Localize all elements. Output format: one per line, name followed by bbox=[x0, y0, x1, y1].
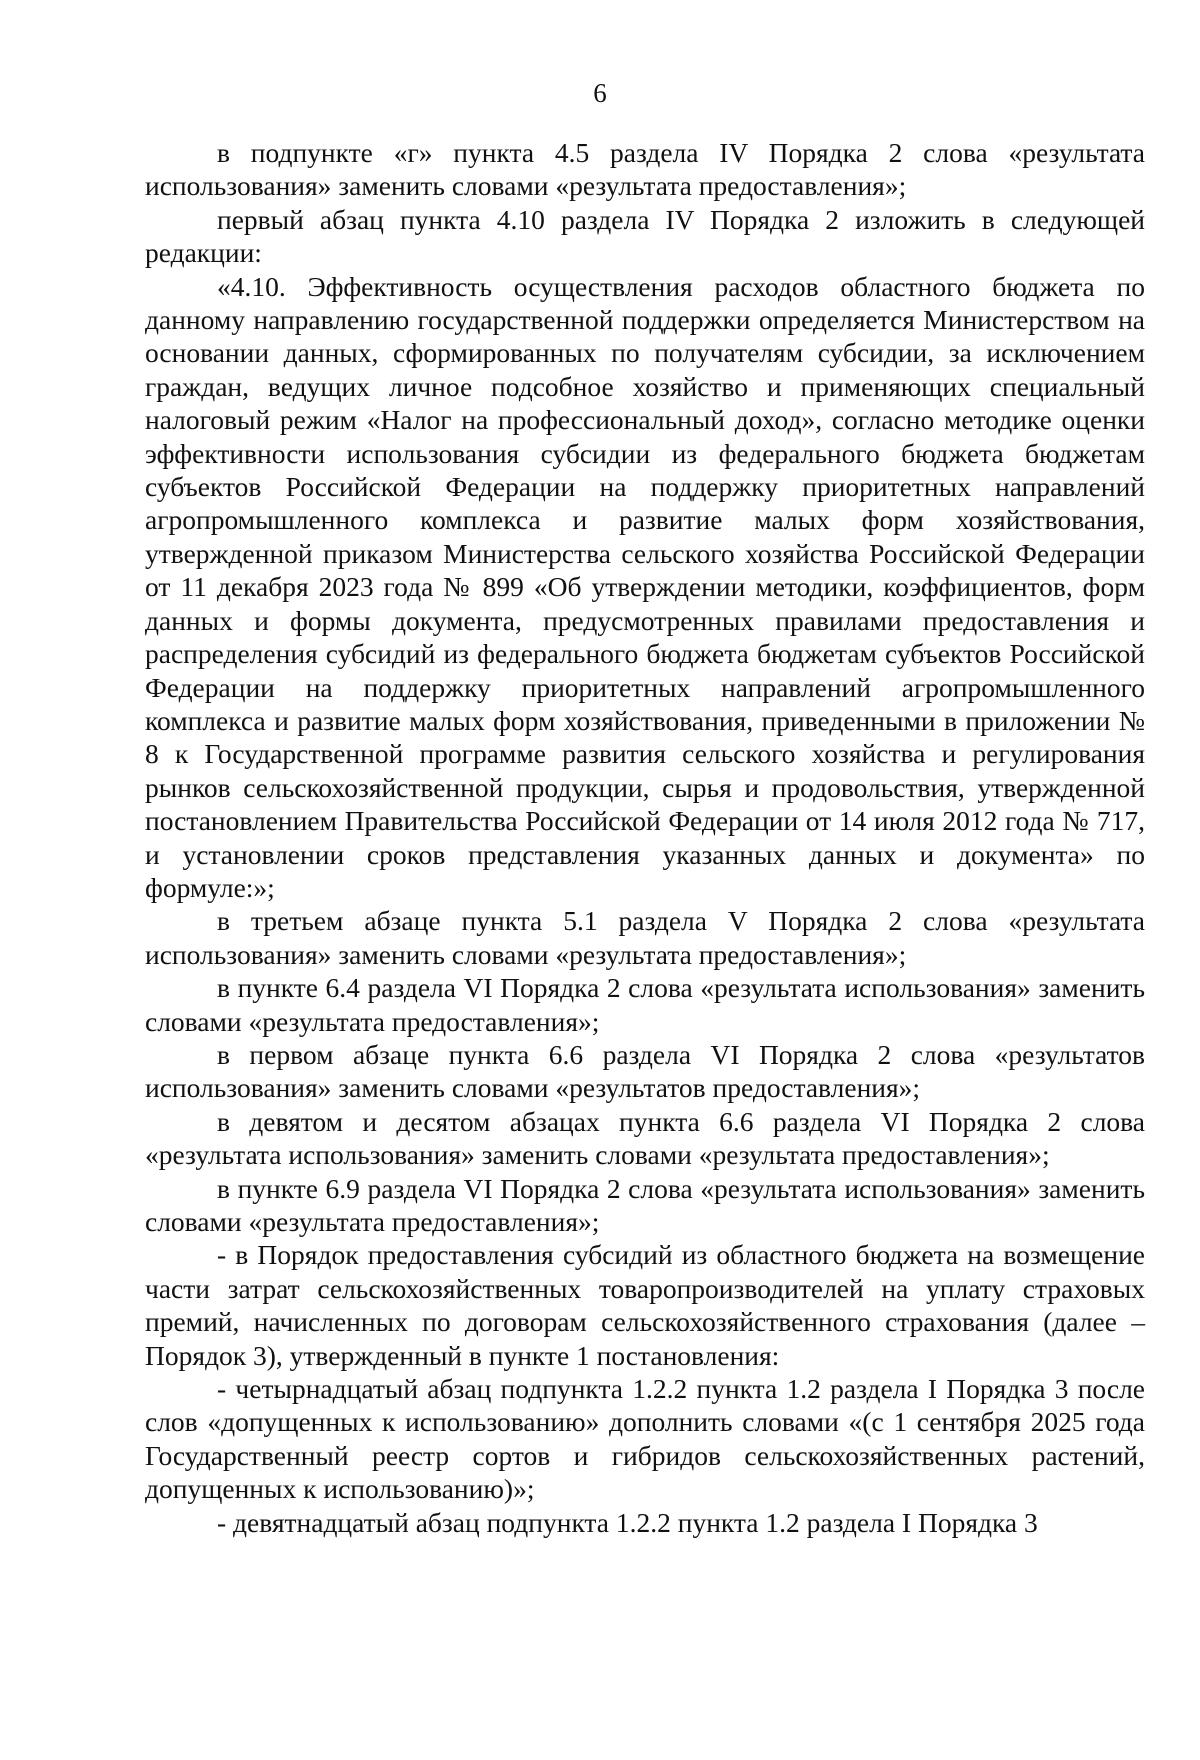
paragraph-3-quoted-clause: «4.10. Эффективность осуществления расходов областного бюджета по данному направлению государственной поддержки определяется Министерством на основании данных, сформированных по получателям субсидии, за исключением граждан, ведущих личное подсобное хозяйство и применяющих специальный налоговый режим «Налог на профессиональный доход», согласно методике оценки эффективности использования субсидии из федерального бюджета бюджетам субъектов Российской Федерации на поддержку приоритетных направлений агропромышленного комплекса и развитие малых форм хозяйствования, утвержденной приказом Министерства сельского хозяйства Российской Федерации от 11 декабря 2023 года № 899 «Об утверждении методики, коэффициентов, форм данных и формы документа, предусмотренных правилами предоставления и распределения субсидий из федерального бюджета бюджетам субъектов Российской Федерации на поддержку приоритетных направлений агропромышленного комплекса и развитие малых форм хозяйствования, приведенными в приложении № 8 к Государственной программе развития сельского хозяйства и регулирования рынков сельскохозяйственной продукции, сырья и продовольствия, утвержденной постановлением Правительства Российской Федерации от 14 июля 2012 года № 717, и установлении сроков представления указанных данных и документа» по формуле:»; bbox=[145, 270, 1145, 903]
paragraph-11: - девятнадцатый абзац подпункта 1.2.2 пункта 1.2 раздела I Порядка 3 bbox=[217, 1506, 1038, 1538]
paragraph-7: в девятом и десятом абзацах пункта 6.6 раздела VI Порядка 2 слова «результата использования» заменить словами «результата предоставления»; bbox=[145, 1105, 1145, 1171]
paragraph-6: в первом абзаце пункта 6.6 раздела VI Порядка 2 слова «результатов использования» заменить словами «результатов предоставления»; bbox=[145, 1038, 1145, 1104]
paragraph-8: в пункте 6.9 раздела VI Порядка 2 слова «результата использования» заменить словами «результата предоставления»; bbox=[145, 1172, 1145, 1237]
paragraph-9: - в Порядок предоставления субсидий из областного бюджета на возмещение части затрат сельскохозяйственных товаропроизводителей на уплату страховых премий, начисленных по договорам сельскохозяйственного страхования (далее – Порядок 3), утвержденный в пункте 1 постановления: bbox=[145, 1239, 1145, 1371]
paragraph-10: - четырнадцатый абзац подпункта 1.2.2 пункта 1.2 раздела I Порядка 3 после слов «допущенных к использованию» дополнить словами «(с 1 сентября 2025 года Государственный реестр сортов и гибридов сельскохозяйственных растений, допущенных к использованию)»; bbox=[145, 1373, 1145, 1505]
paragraph-2: первый абзац пункта 4.10 раздела IV Порядка 2 изложить в следующей редакции: bbox=[145, 203, 1145, 269]
paragraph-4: в третьем абзаце пункта 5.1 раздела V Порядка 2 слова «результата использования» заменить словами «результата предоставления»; bbox=[145, 905, 1145, 970]
page-number: 6 bbox=[593, 78, 607, 108]
paragraph-1: в подпункте «г» пункта 4.5 раздела IV Порядка 2 слова «результата использования» заменить словами «результата предоставления»; bbox=[145, 137, 1145, 202]
document-body bbox=[145, 136, 1145, 1539]
paragraph-5: в пункте 6.4 раздела VI Порядка 2 слова «результата использования» заменить словами «результата предоставления»; bbox=[145, 972, 1145, 1037]
